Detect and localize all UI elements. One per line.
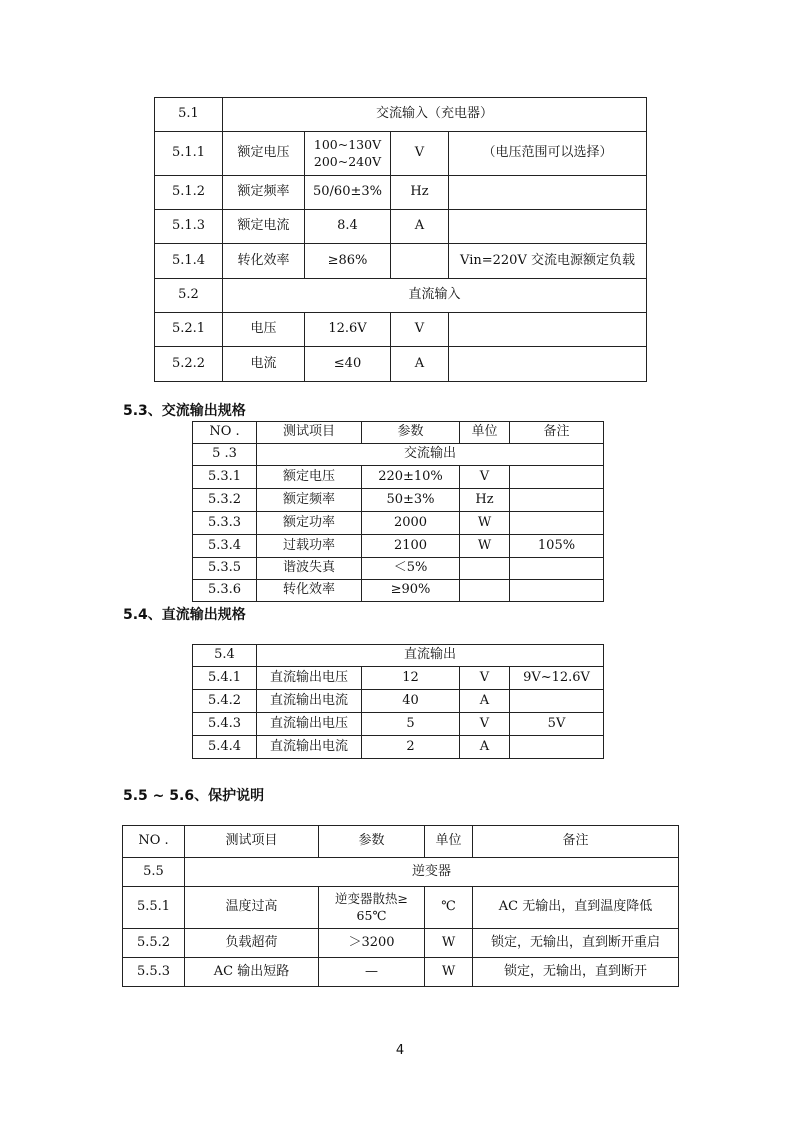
table-header-row [123,826,679,858]
table-row [155,98,647,132]
note-cell: AC 无输出，直到温度降低 [473,887,679,929]
unit-cell: A [460,736,510,759]
param-cell: — [319,958,425,987]
table-row [155,132,647,176]
section-title-protection: 5.5 ~ 5.6、保护说明 [123,788,265,804]
note-cell: 105% [510,535,604,558]
note-cell: （电压范围可以选择） [449,132,647,176]
unit-cell: ℃ [425,887,473,929]
table-row [193,466,604,489]
row-number: 5.3.3 [193,512,257,535]
param-line: 65℃ [356,907,387,923]
unit-cell: A [460,690,510,713]
table-header-row [193,422,604,444]
header-item: 测试项目 [257,422,362,444]
header-param: 参数 [362,422,460,444]
note-cell [510,466,604,489]
table-row [193,667,604,690]
param-line: 100~130V [313,136,382,152]
item-cell: 额定功率 [257,512,362,535]
table-row [193,736,604,759]
param-cell: ≤40 [305,347,391,382]
unit-cell: V [460,466,510,489]
note-cell [449,210,647,244]
param-cell [305,132,391,176]
note-cell: 锁定，无输出，直到断开 [473,958,679,987]
note-cell [510,558,604,580]
table-row [123,958,679,987]
row-number: 5.4.4 [193,736,257,759]
table-row [193,713,604,736]
table-row [155,347,647,382]
param-line: 逆变器散热≥ [335,890,408,906]
header-unit: 单位 [460,422,510,444]
note-cell [449,176,647,210]
section-heading: 交流输出 [257,444,604,466]
item-cell: 直流输出电流 [257,690,362,713]
table-row [193,489,604,512]
section-title-ac-output: 5.3、交流输出规格 [123,403,246,419]
table-input-specs [154,97,647,382]
table-row [193,444,604,466]
unit-cell: V [460,713,510,736]
row-number: 5.4.2 [193,690,257,713]
unit-cell [391,244,449,279]
unit-cell: Hz [460,489,510,512]
item-cell: 额定频率 [223,176,305,210]
header-no: NO . [123,826,185,858]
row-number: 5 .3 [193,444,257,466]
header-note: 备注 [510,422,604,444]
item-cell: 直流输出电流 [257,736,362,759]
item-cell: 转化效率 [223,244,305,279]
note-cell: 锁定，无输出，直到断开重启 [473,929,679,958]
unit-cell: V [391,313,449,347]
header-unit: 单位 [425,826,473,858]
row-number: 5.5 [123,858,185,887]
note-cell [510,512,604,535]
section-heading: 直流输入 [223,279,647,313]
param-cell: ＞3200 [319,929,425,958]
row-number: 5.1.2 [155,176,223,210]
table-row [155,313,647,347]
param-cell: ≥90% [362,580,460,602]
row-number: 5.1.1 [155,132,223,176]
row-number: 5.3.6 [193,580,257,602]
table-ac-output [192,421,604,602]
header-item: 测试项目 [185,826,319,858]
param-cell: 8.4 [305,210,391,244]
table-row [193,512,604,535]
note-cell [510,580,604,602]
note-cell [510,736,604,759]
item-cell: 过载功率 [257,535,362,558]
note-cell: Vin=220V 交流电源额定负载 [449,244,647,279]
section-heading: 交流输入（充电器） [223,98,647,132]
unit-cell [460,558,510,580]
note-cell: 9V~12.6V [510,667,604,690]
item-cell: 额定电压 [223,132,305,176]
unit-cell: V [391,132,449,176]
table-row [193,558,604,580]
param-cell: 40 [362,690,460,713]
row-number: 5.5.3 [123,958,185,987]
row-number: 5.1 [155,98,223,132]
unit-cell: W [425,958,473,987]
table-row [155,210,647,244]
param-cell: ＜5% [362,558,460,580]
row-number: 5.5.1 [123,887,185,929]
item-cell: AC 输出短路 [185,958,319,987]
item-cell: 谐波失真 [257,558,362,580]
row-number: 5.2.1 [155,313,223,347]
param-cell: 2100 [362,535,460,558]
table-row [155,244,647,279]
row-number: 5.1.4 [155,244,223,279]
param-cell: 50/60±3% [305,176,391,210]
row-number: 5.4.3 [193,713,257,736]
table-row [193,580,604,602]
unit-cell: W [460,535,510,558]
row-number: 5.4 [193,645,257,667]
param-cell: 2000 [362,512,460,535]
table-row [193,690,604,713]
unit-cell: A [391,210,449,244]
param-cell: 12.6V [305,313,391,347]
param-cell: 5 [362,713,460,736]
unit-cell: Hz [391,176,449,210]
item-cell: 直流输出电压 [257,713,362,736]
page-number: 4 [395,1043,405,1058]
unit-cell: W [425,929,473,958]
row-number: 5.4.1 [193,667,257,690]
table-row [193,645,604,667]
table-row [123,887,679,929]
note-cell: 5V [510,713,604,736]
item-cell: 转化效率 [257,580,362,602]
note-cell [449,313,647,347]
section-title-dc-output: 5.4、直流输出规格 [123,607,246,623]
table-row [123,929,679,958]
row-number: 5.3.4 [193,535,257,558]
item-cell: 额定电流 [223,210,305,244]
row-number: 5.2.2 [155,347,223,382]
unit-cell: V [460,667,510,690]
unit-cell: A [391,347,449,382]
table-row [155,279,647,313]
param-cell: 12 [362,667,460,690]
note-cell [510,690,604,713]
table-protection [122,825,679,987]
param-cell [319,887,425,929]
param-cell: 50±3% [362,489,460,512]
header-param: 参数 [319,826,425,858]
note-cell [449,347,647,382]
section-heading: 逆变器 [185,858,679,887]
item-cell: 电压 [223,313,305,347]
item-cell: 额定频率 [257,489,362,512]
header-no: NO . [193,422,257,444]
table-row [123,858,679,887]
unit-cell [460,580,510,602]
param-line: 200~240V [313,153,382,169]
item-cell: 温度过高 [185,887,319,929]
param-cell: 220±10% [362,466,460,489]
param-cell: ≥86% [305,244,391,279]
row-number: 5.3.2 [193,489,257,512]
row-number: 5.2 [155,279,223,313]
table-row [155,176,647,210]
param-cell: 2 [362,736,460,759]
header-note: 备注 [473,826,679,858]
row-number: 5.3.1 [193,466,257,489]
row-number: 5.3.5 [193,558,257,580]
section-heading: 直流输出 [257,645,604,667]
row-number: 5.1.3 [155,210,223,244]
row-number: 5.5.2 [123,929,185,958]
item-cell: 额定电压 [257,466,362,489]
unit-cell: W [460,512,510,535]
item-cell: 电流 [223,347,305,382]
item-cell: 负载超荷 [185,929,319,958]
note-cell [510,489,604,512]
item-cell: 直流输出电压 [257,667,362,690]
table-row [193,535,604,558]
table-dc-output [192,644,604,759]
